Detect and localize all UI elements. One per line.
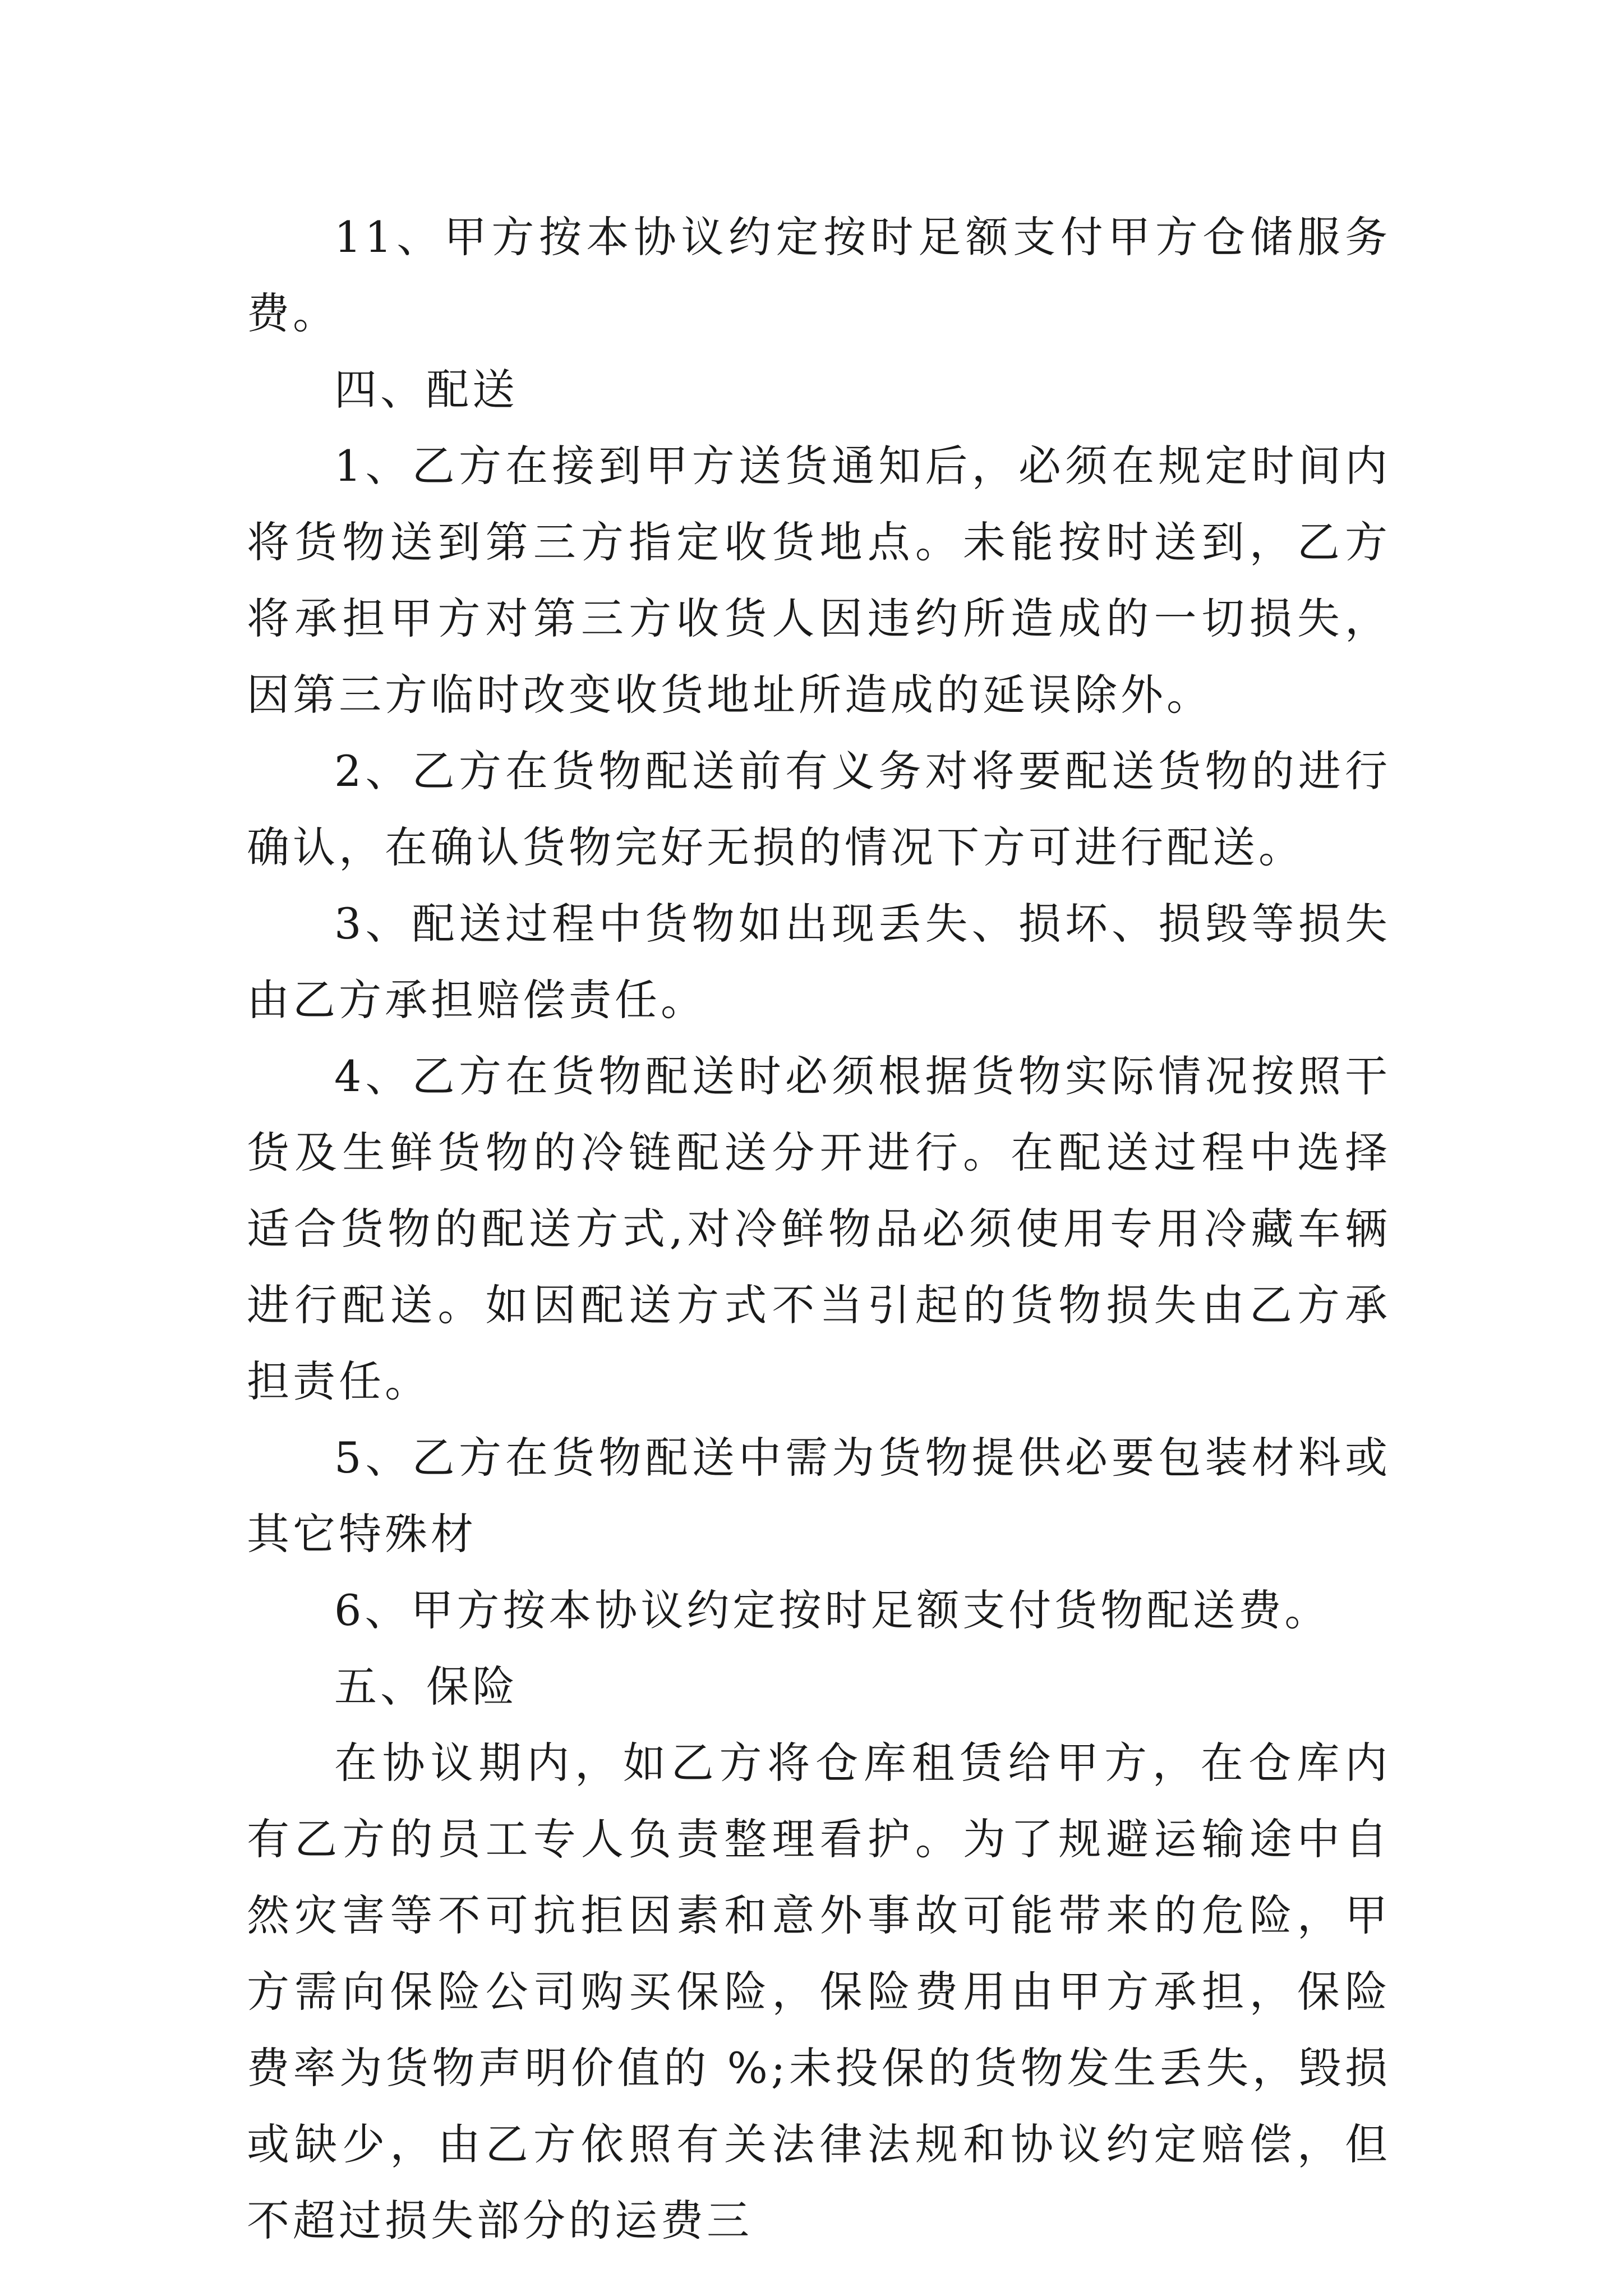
clause-3-loss: 3、配送过程中货物如出现丢失、损坏、损毁等损失由乙方承担赔偿责任。 <box>247 899 1391 1025</box>
document-body <box>247 199 1391 2259</box>
clause-6-delivery-fee: 6、甲方按本协议约定按时足额支付货物配送费。 <box>334 1585 1331 1635</box>
clause-11-payment: 11、甲方按本协议约定按时足额支付甲方仓储服务费。 <box>247 212 1391 338</box>
clause-4-cold-chain: 4、乙方在货物配送时必须根据货物实际情况按照干货及生鲜货物的冷链配送分开进行。在配送过程中选择适合货物的配送方式,对冷鲜物品必须使用专用冷藏车辆进行配送。如因配送方式不当引起的货物损失由乙方承担责任。 <box>247 1051 1391 1406</box>
clause-2-confirmation: 2、乙方在货物配送前有义务对将要配送货物的进行确认，在确认货物完好无损的情况下方可进行配送。 <box>247 746 1391 872</box>
section-heading-delivery: 四、配送 <box>334 365 518 415</box>
insurance-paragraph: 在协议期内，如乙方将仓库租赁给甲方，在仓库内有乙方的员工专人负责整理看护。为了规避运输途中自然灾害等不可抗拒因素和意外事故可能带来的危险，甲方需向保险公司购买保险，保险费用由甲方承担，保险费率为货物声明价值的 %;未投保的货物发生丢失，毁损或缺少，由乙方依照有关法律法规和协议约定赔偿，但不超过损失部分的运费三 <box>247 1738 1391 2246</box>
clause-1-delivery: 1、乙方在接到甲方送货通知后，必须在规定时间内将货物送到第三方指定收货地点。未能按时送到，乙方将承担甲方对第三方收货人因违约所造成的一切损失，因第三方临时改变收货地址所造成的延误除外。 <box>247 441 1391 720</box>
section-heading-insurance: 五、保险 <box>334 1662 518 1711</box>
clause-5-packaging: 5、乙方在货物配送中需为货物提供必要包装材料或其它特殊材 <box>247 1433 1391 1559</box>
